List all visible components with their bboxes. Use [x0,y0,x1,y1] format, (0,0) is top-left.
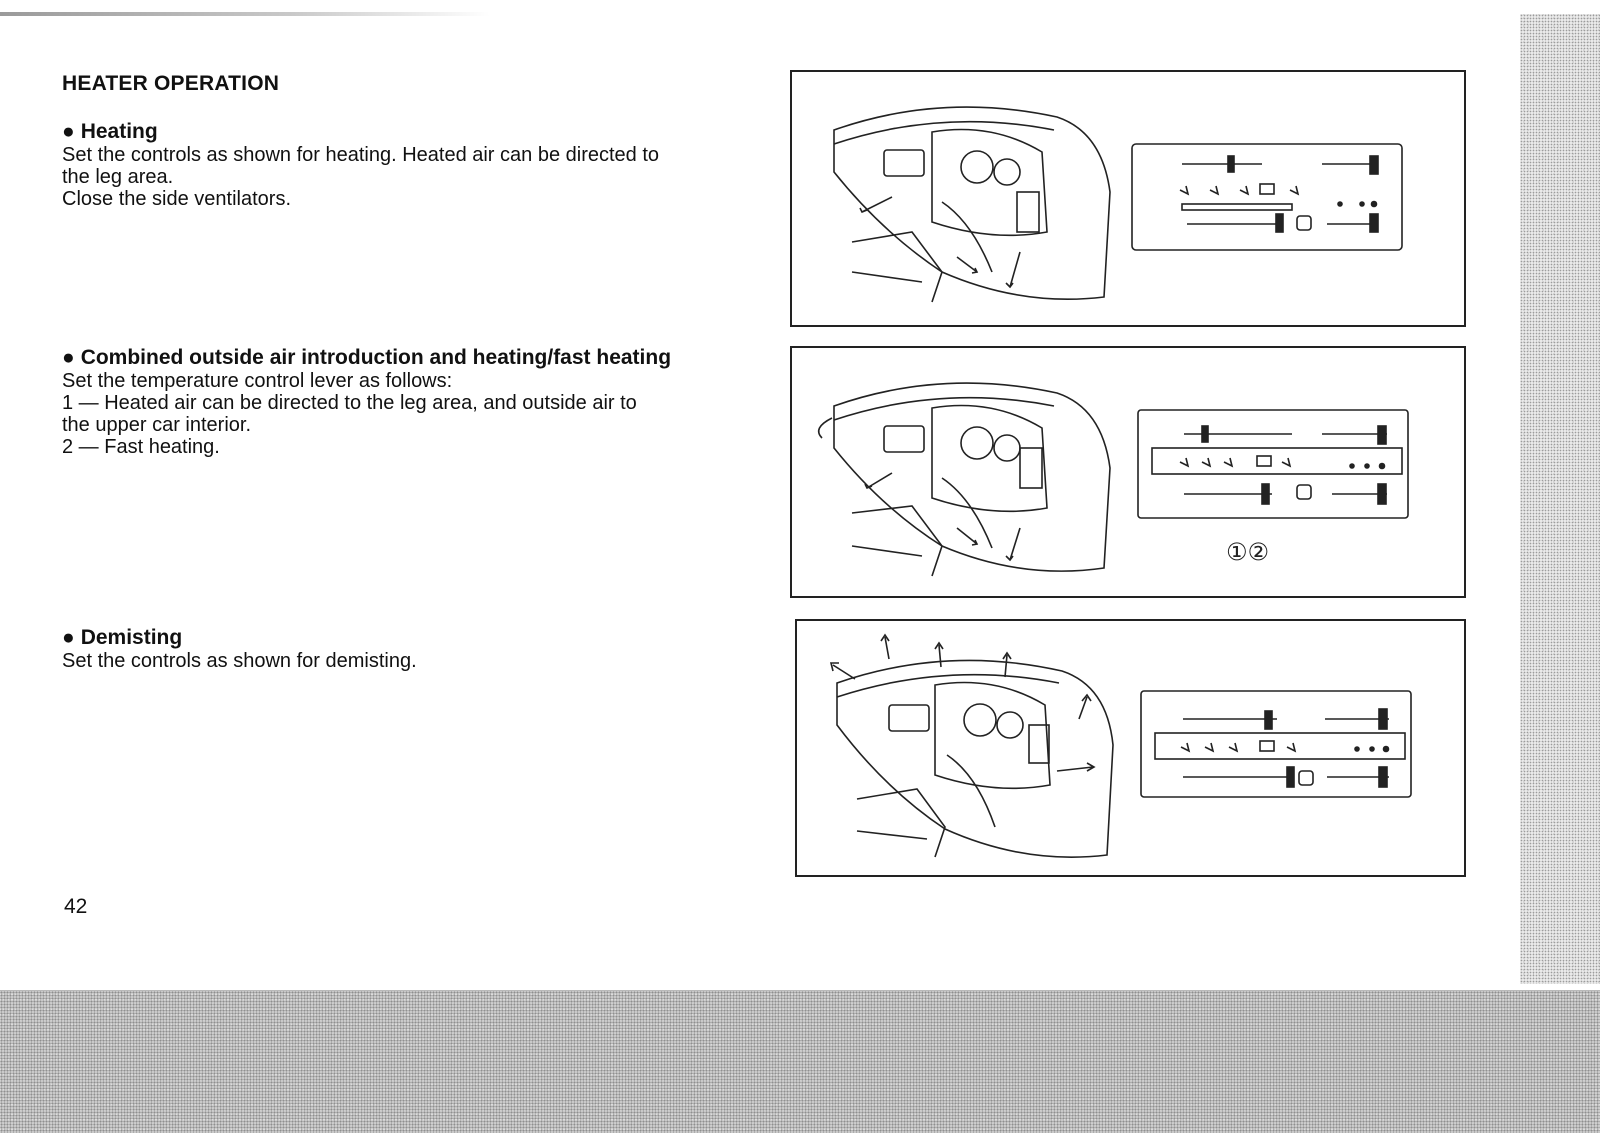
scan-bottom-band [0,990,1600,1133]
page-title: HEATER OPERATION [62,72,280,95]
figure-demisting [795,619,1466,877]
scan-page-edge [1520,14,1600,984]
figure-fast-heating [790,346,1466,598]
section-heading [62,346,782,370]
scan-top-rule [0,12,490,16]
dashboard-fast-heating-illustration-icon [792,348,1464,596]
section-body: Set the controls as shown for demisting. [62,650,417,672]
section-heading [62,120,762,144]
section-body: Set the controls as shown for heating. Heated air can be directed to the leg area. Close the side ventilators. [62,144,660,210]
bullet-icon: ● [62,120,75,143]
section-outside-air-heating [62,346,782,458]
figure-heating [790,70,1466,327]
heading-text: Demisting [80,626,183,649]
dashboard-heating-illustration-icon [792,72,1464,325]
bullet-icon: ● [62,346,75,369]
page-number: 42 [64,895,88,918]
section-heading [62,626,762,650]
section-demisting [62,626,762,672]
figure-lever-positions-label: ①② [1226,538,1270,566]
bullet-icon: ● [62,626,75,649]
dashboard-demisting-illustration-icon [797,621,1464,875]
section-heating [62,120,762,210]
section-body: Set the temperature control lever as follows: 1 — Heated air can be directed to the leg area, and outside air to the upper car interior. 2 — Fast heating. [62,370,637,458]
heading-text: Combined outside air introduction and heating/fast heating [80,346,672,369]
heading-text: Heating [80,120,158,143]
